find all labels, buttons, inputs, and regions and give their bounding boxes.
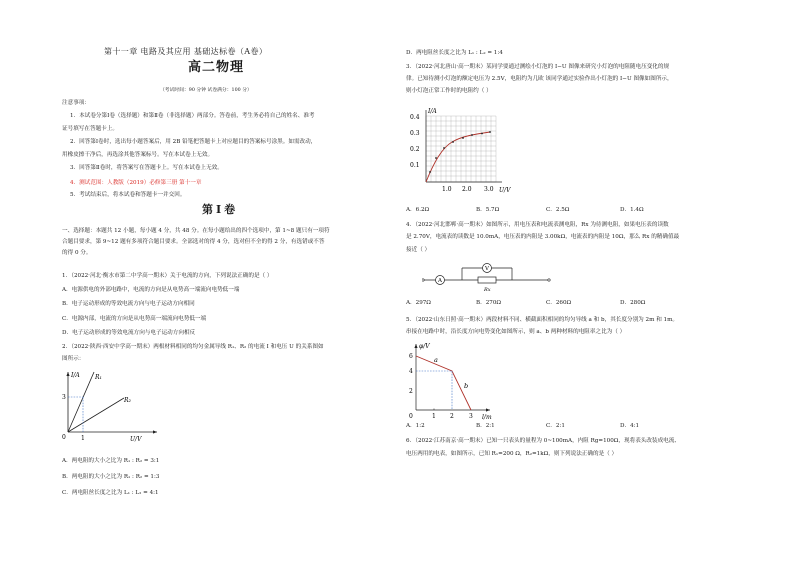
note-line-scope: 4．测试范围：人教版（2019）必修第三册 第十一章: [70, 180, 202, 186]
line-r1-label: R₁: [95, 374, 102, 381]
ammeter-label: A: [438, 278, 442, 285]
y-tick-label: 3: [62, 394, 66, 401]
q3-option-d: D．1.4Ω: [620, 207, 644, 213]
q1-option-b: B．电子运动形成的等效电流方向与电子运动方向相同: [62, 301, 195, 307]
q1-option-a: A．电源供电的外部电路中，电流的方向是从电势高一端流向电势低一端: [62, 287, 240, 293]
q3-option-a: A．6.2Ω: [406, 207, 430, 213]
subject-title: 高二物理: [188, 60, 245, 75]
resistor-label: Rx: [484, 287, 491, 293]
q1-option-c: C．电源内部，电流的方向是从电势高一端流向电势低一端: [62, 316, 207, 322]
x-tick-label: 1.0: [442, 186, 452, 193]
q2-option-a: A．两电阻的大小之比为 R₁ : R₂ = 3:1: [62, 458, 160, 464]
x-tick-label: 1: [432, 413, 436, 420]
q5-option-d: D．4:1: [620, 423, 640, 429]
note-line: 2．回答第Ⅰ卷时，选出每小题答案后，用 2B 铅笔把答题卡上对应题目的答案标号涂黑。如需改动，: [70, 139, 317, 145]
q5-option-b: B．2:1: [476, 423, 495, 429]
q2-option-c: C．两电阻丝长度之比为 L₁ : L₂ = 4:1: [62, 490, 159, 496]
exam-title: 第十一章 电路及其应用 基础达标卷（A卷）: [104, 47, 268, 56]
x-tick-label: 3.0: [484, 186, 494, 193]
notes-heading: 注意事项：: [62, 100, 90, 106]
x-tick-label: 2.0: [462, 186, 472, 193]
note-line: 1．本试卷分第Ⅰ卷（选择题）和第Ⅱ卷（非选择题）两部分。答卷前，考生务必将自己的姓名、准考: [70, 113, 315, 119]
question-3-stem: 则小灯泡正常工作时的电阻约（ ）: [406, 88, 492, 94]
question-3-stem: 律。已知待测小灯泡的额定电压为 2.5V，电阻约为几欧 该同学通过实验作出小灯泡的 I−U 图像如图所示，: [406, 76, 673, 82]
question-5-stem: 串接在电路中时，沿长度方向电势变化如图所示，则 a、b 两种材料的电阻率之比为（ ）: [406, 329, 626, 335]
question-2-stem: 2．（2022·陕西·西安中学高一期末）两根材料相同的均匀金属导线 R₁、R₂ 的电流 I 和电压 U 的关系图如: [62, 344, 324, 350]
q5-option-c: C．2:1: [546, 423, 565, 429]
question-6-stem: 6．（2022·江苏南京·高一期末）已知一只表头的量程为 0~100mA，内阻 Rg=100Ω，现将表头改装成电流、: [406, 438, 680, 444]
question-3-stem: 3．（2022·河北唐山·高一期末）某同学要通过测绘小灯泡的 I−U 图像来研究小灯泡的电阻随电压变化的规: [406, 64, 670, 70]
section-instruction: 合题目要求，第 9~12 题有多项符合题目要求。全部选对的得 4 分，选对但不全的得 2 分，有选错或不答: [62, 239, 325, 245]
y-tick-label: 2: [409, 388, 413, 395]
q2-option-b: B．两电阻的大小之比为 R₁ : R₂ = 1:3: [62, 474, 160, 480]
iu-graph-q3: [406, 104, 516, 196]
q2-option-d: D．两电阻丝长度之比为 L₁ : L₂ = 1:4: [406, 50, 503, 56]
question-6-stem: 电压两用的电表，如图所示，已知 R₁=200 Ω，R₂=1kΩ，则下列说法正确的是（ ）: [406, 451, 618, 457]
y-tick-label: 4: [409, 368, 413, 375]
y-axis-label: I/A: [71, 372, 80, 379]
y-tick-label: 0.3: [410, 130, 420, 137]
resistor-symbol: [478, 277, 496, 283]
note-line: 3．回答第Ⅱ卷时，将答案写在答题卡上。写在本试卷上无效。: [70, 165, 223, 171]
q4-option-d: D．280Ω: [620, 300, 646, 306]
section-instruction: 一、选择题：本题共 12 小题，每小题 4 分，共 48 分。在每小题给出的四个选项中，第 1~8 题只有一项符: [62, 228, 330, 234]
q1-option-d: D．电子运动形成的等效电流方向与电子运动方向相反: [62, 330, 196, 336]
x-axis-label: U/V: [130, 436, 142, 443]
iu-graph-q2: [62, 366, 162, 444]
x-tick-label: 3: [469, 413, 473, 420]
section-title: 第Ⅰ卷: [202, 203, 239, 216]
question-5-stem: 5．（2022·山东日照·高一期末）两段材料不同、横截面积相同的均匀导线 a 和 b，其长度分别为 2m 和 1m。: [406, 317, 679, 323]
note-line: 用橡皮擦干净后，再选涂其他答案标号。写在本试卷上无效。: [62, 152, 214, 158]
note-line: 5．考试结束后，将本试卷和答题卡一并交回。: [70, 192, 186, 198]
x-tick-label: 2: [450, 413, 454, 420]
q3-option-c: C．2.5Ω: [546, 207, 570, 213]
question-1-stem: 1．（2022·河北·衡水市第二中学高一期末）关于电流的方向，下列说法正确的是（ ）: [62, 273, 273, 279]
x-axis-label: l/m: [482, 414, 492, 421]
question-2-stem: 图所示：: [62, 356, 85, 362]
section-instruction: 的得 0 分。: [62, 250, 92, 256]
line-r2-label: R₂: [124, 397, 131, 404]
x-tick-label: 1: [81, 435, 85, 442]
question-4-stem: 是 2.70V，电流表的读数是 10.0mA，电压表的内阻是 3.00kΩ，电流表的内阻是 10Ω，那么 Rx 的精确值最: [406, 234, 680, 240]
y-axis-label: I/A: [428, 108, 437, 115]
y-tick-label: 0.2: [410, 146, 420, 153]
exam-info: （考试时间：90 分钟 试卷满分：100 分）: [160, 88, 252, 93]
segment-a-label: a: [434, 356, 438, 364]
segment-b-label: b: [464, 382, 469, 390]
origin-label: 0: [409, 413, 413, 420]
y-tick-label: 0.1: [410, 162, 420, 169]
y-tick-label: 0.4: [410, 114, 420, 121]
q4-option-a: A．297Ω: [406, 300, 431, 306]
potential-graph-q5: [406, 338, 498, 422]
question-4-stem: 接近（ ）: [406, 247, 431, 253]
y-tick-label: 6: [409, 353, 413, 360]
origin-label: 0: [62, 434, 66, 441]
x-axis-label: U/V: [499, 187, 511, 194]
circuit-diagram-q4: [422, 262, 552, 296]
note-line: 证号填写在答题卡上。: [62, 126, 118, 132]
q5-option-a: A．1:2: [406, 423, 425, 429]
voltmeter-label: V: [485, 266, 489, 273]
q3-option-b: B．5.7Ω: [476, 207, 500, 213]
y-axis-label: φ/V: [419, 343, 430, 350]
question-4-stem: 4．（2022·河北邯郸·高一期末）如图所示，用电压表和电流表测电阻，Rx 为待测电阻，如果电压表的读数: [406, 222, 669, 228]
q4-option-b: B．270Ω: [476, 300, 502, 306]
q4-option-c: C．260Ω: [546, 300, 572, 306]
